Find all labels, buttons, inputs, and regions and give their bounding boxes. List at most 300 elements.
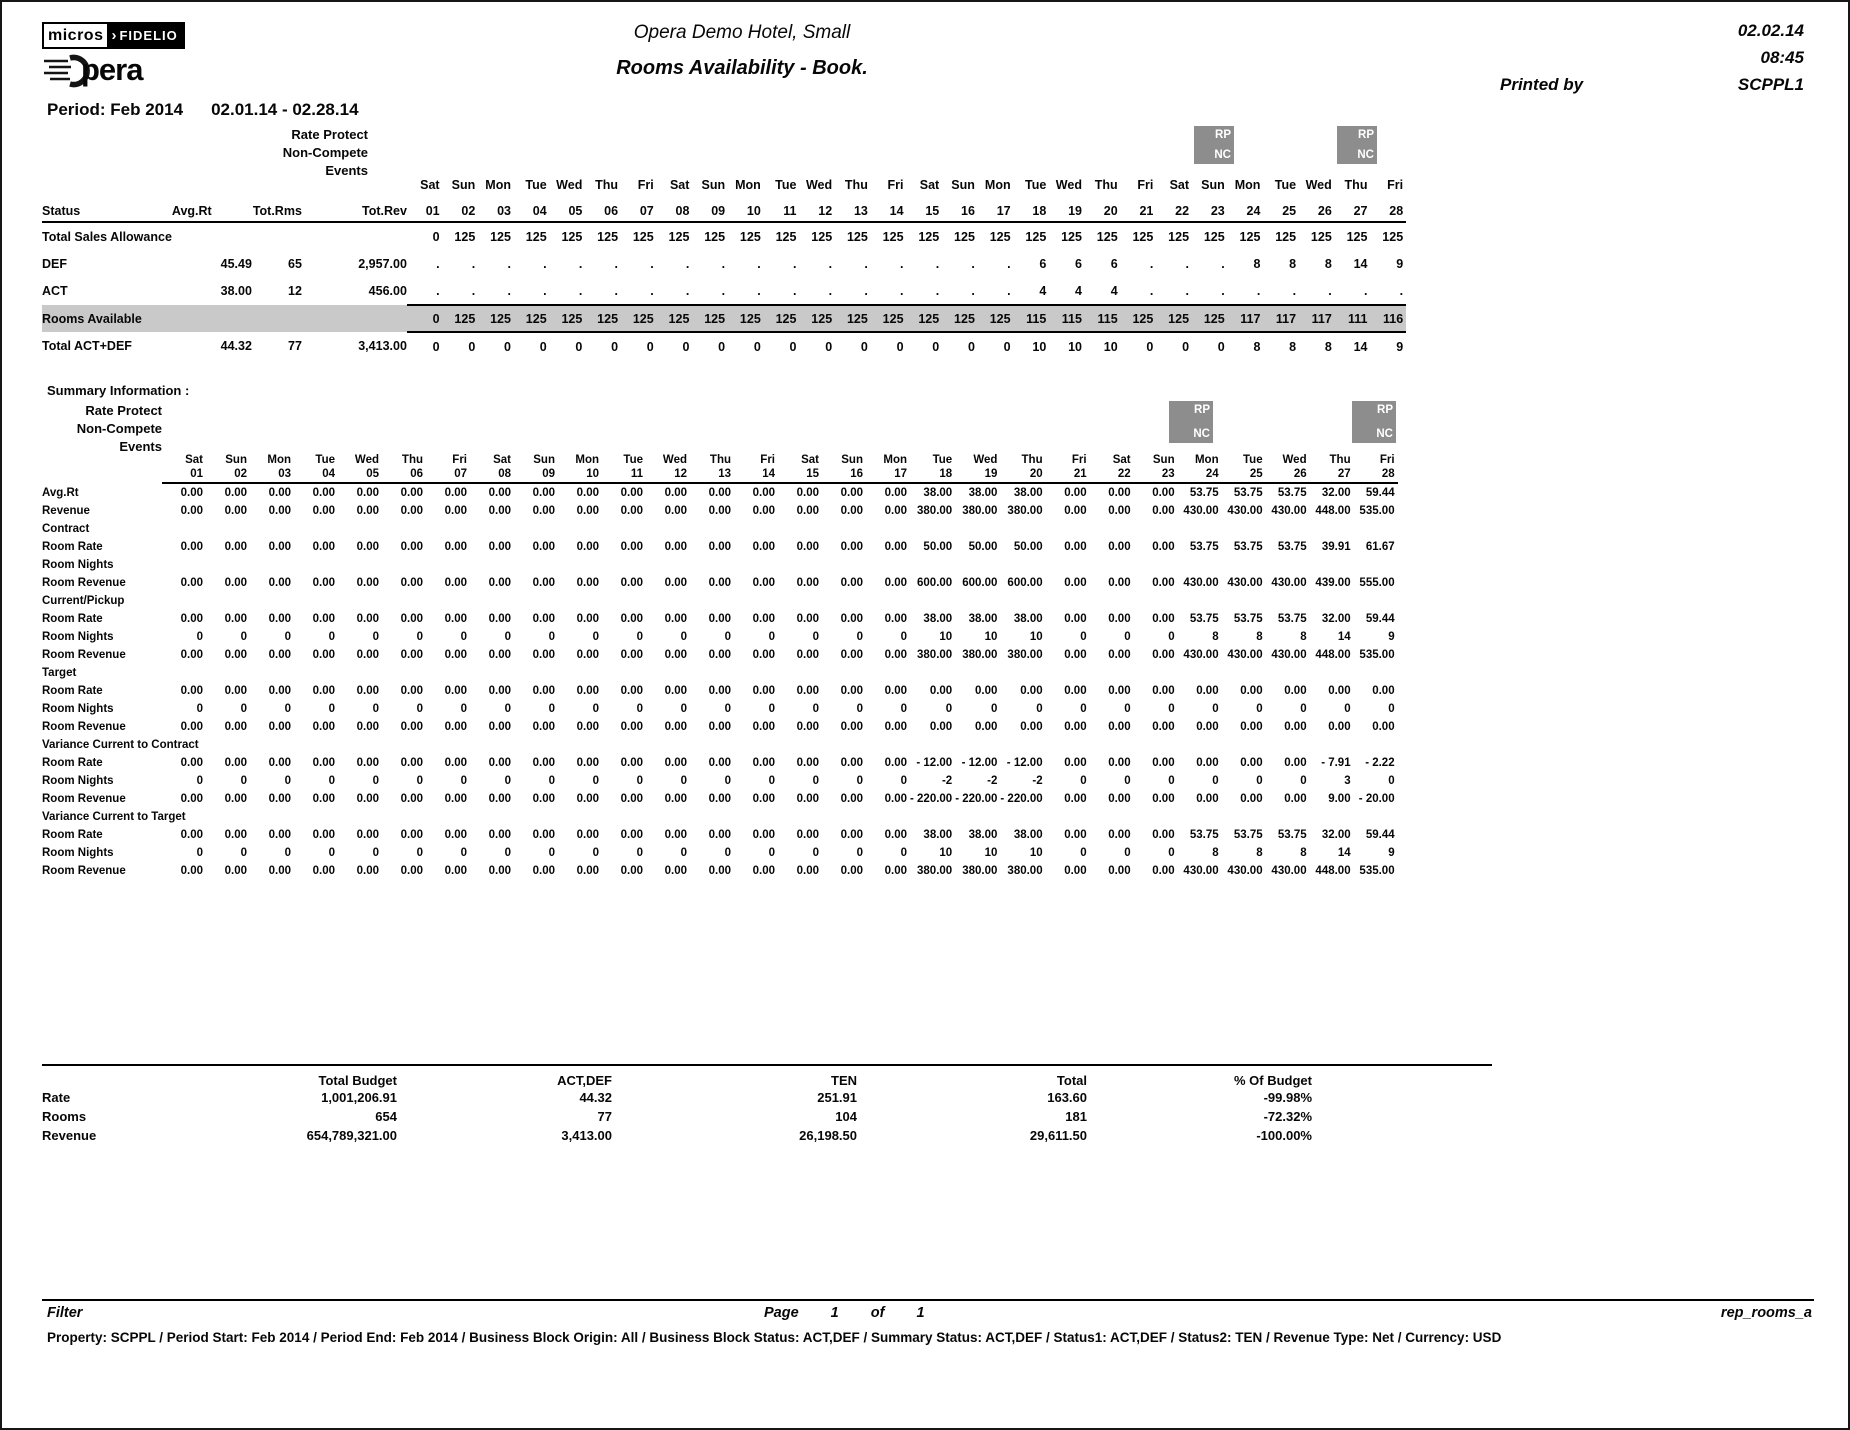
day-value: 0.00 bbox=[576, 721, 599, 733]
day-value: 0 bbox=[646, 339, 654, 354]
day-value: 0.00 bbox=[708, 505, 731, 517]
day-value: . bbox=[543, 256, 547, 271]
day-value: . bbox=[757, 256, 761, 271]
budget-value: 181 bbox=[1065, 1109, 1087, 1124]
day-value: 0.00 bbox=[884, 487, 907, 499]
day-value: 0.00 bbox=[620, 613, 643, 625]
day-value: 0.00 bbox=[488, 613, 511, 625]
day-value: 10 bbox=[984, 847, 998, 859]
day-value bbox=[1266, 556, 1310, 574]
day-value: 430.00 bbox=[1227, 865, 1263, 877]
day-value: 0.00 bbox=[620, 487, 643, 499]
day-value: 0.00 bbox=[840, 505, 863, 517]
budget-value: 251.91 bbox=[817, 1090, 857, 1105]
summary-information-table bbox=[42, 450, 1398, 880]
day-value: 0.00 bbox=[488, 829, 511, 841]
day-value: 0 bbox=[328, 703, 335, 715]
day-value: 125 bbox=[918, 229, 940, 244]
day-value: . bbox=[935, 283, 940, 298]
day-value: 125 bbox=[550, 305, 586, 332]
day-value: 0.00 bbox=[1064, 685, 1087, 697]
summary-row bbox=[42, 844, 1398, 862]
day-value: 0.00 bbox=[796, 721, 819, 733]
day-value bbox=[294, 556, 338, 574]
day-value: 125 bbox=[846, 229, 868, 244]
day-value: . bbox=[543, 283, 547, 298]
day-value bbox=[602, 556, 646, 574]
day-value: 0 bbox=[812, 703, 819, 715]
day-value: . bbox=[436, 283, 440, 298]
day-value: 0.00 bbox=[356, 487, 379, 499]
budget-value: 26,198.50 bbox=[799, 1128, 857, 1143]
day-column-header: Tue 11 bbox=[602, 450, 646, 483]
day-value: 0.00 bbox=[576, 487, 599, 499]
day-value: 125 bbox=[775, 229, 797, 244]
day-value: 9 bbox=[1396, 339, 1404, 354]
day-value: 0 bbox=[945, 703, 953, 715]
day-value bbox=[382, 556, 426, 574]
day-value: 0 bbox=[1344, 703, 1351, 715]
day-column-header: Fri 28 bbox=[1370, 172, 1406, 222]
day-value: 0.00 bbox=[488, 685, 511, 697]
summary-row bbox=[42, 790, 1398, 808]
day-value: 125 bbox=[621, 305, 657, 332]
row-label: ACT bbox=[42, 284, 68, 298]
rp-nc-flag-day28: RP NC bbox=[1337, 126, 1377, 164]
day-value: 0.00 bbox=[356, 721, 379, 733]
day-value: 0.00 bbox=[1152, 577, 1175, 589]
day-column-header: Thu 13 bbox=[835, 172, 871, 222]
day-value: 0 bbox=[724, 631, 731, 643]
budget-summary-table bbox=[42, 1064, 1492, 1145]
day-value: 0.00 bbox=[975, 685, 998, 697]
col-header-status: Status bbox=[42, 172, 172, 222]
day-value: 0.00 bbox=[929, 685, 953, 697]
row-label: Room Nights bbox=[42, 559, 114, 571]
day-value: 0.00 bbox=[180, 649, 203, 661]
day-value: 0.00 bbox=[884, 613, 907, 625]
day-value: 0.00 bbox=[180, 487, 203, 499]
day-value: . bbox=[1292, 283, 1297, 298]
day-value: 0.00 bbox=[840, 649, 863, 661]
day-value: 0 bbox=[240, 703, 247, 715]
day-value: 0.00 bbox=[400, 649, 423, 661]
day-column-header: Wed 12 bbox=[646, 450, 690, 483]
day-value: 0.00 bbox=[180, 577, 203, 589]
day-value: 0.00 bbox=[1064, 487, 1087, 499]
day-value: 53.75 bbox=[1189, 829, 1219, 841]
day-value: 4 bbox=[1039, 283, 1047, 298]
day-value: 0 bbox=[1080, 775, 1087, 787]
day-value: 8 bbox=[1256, 847, 1263, 859]
day-value: 0 bbox=[768, 631, 775, 643]
row-label: Room Nights bbox=[42, 631, 114, 643]
print-meta bbox=[1500, 17, 1804, 98]
day-column-header: Mon 24 bbox=[1228, 172, 1264, 222]
section-label: Variance Current to Target bbox=[42, 811, 186, 823]
budget-row bbox=[42, 1126, 1492, 1145]
budget-value: 44.32 bbox=[579, 1090, 612, 1105]
day-value: 0.00 bbox=[400, 613, 423, 625]
micros-fidelio-logo bbox=[42, 22, 185, 49]
day-value: 8 bbox=[1289, 256, 1297, 271]
day-value: 430.00 bbox=[1227, 505, 1263, 517]
day-value: 0.00 bbox=[1108, 757, 1131, 769]
day-value: 0.00 bbox=[444, 541, 467, 553]
day-value: . bbox=[685, 256, 690, 271]
day-value: 53.75 bbox=[1233, 487, 1263, 499]
day-value: 0.00 bbox=[400, 577, 423, 589]
day-value: 0 bbox=[812, 631, 819, 643]
day-value: 0.00 bbox=[400, 793, 423, 805]
day-value: 0.00 bbox=[884, 865, 907, 877]
day-value: 0 bbox=[592, 631, 599, 643]
day-value: 0.00 bbox=[400, 721, 423, 733]
day-value: 0 bbox=[825, 339, 833, 354]
day-column-header: Sun 16 bbox=[822, 450, 866, 483]
day-value: . bbox=[471, 283, 476, 298]
day-column-header: Sun 02 bbox=[206, 450, 250, 483]
day-value: 0.00 bbox=[312, 577, 335, 589]
day-value: 0 bbox=[416, 847, 423, 859]
footer-row bbox=[42, 1305, 1814, 1325]
day-value: 0 bbox=[592, 847, 599, 859]
col-header-tot-rms: Tot.Rms bbox=[252, 172, 302, 222]
day-value: 0.00 bbox=[224, 613, 247, 625]
day-value: 53.75 bbox=[1277, 541, 1307, 553]
day-value: 0.00 bbox=[1240, 721, 1263, 733]
day-value: 0 bbox=[504, 775, 511, 787]
day-value: 0.00 bbox=[268, 793, 291, 805]
day-value: 117 bbox=[1263, 305, 1299, 332]
day-column-header: Tue 25 bbox=[1222, 450, 1266, 483]
day-value: 0.00 bbox=[576, 505, 599, 517]
section-label: Variance Current to Contract bbox=[42, 739, 199, 751]
day-value: 50.00 bbox=[923, 541, 953, 553]
micros-logo-text: micros bbox=[42, 22, 109, 49]
day-value: 0.00 bbox=[708, 487, 731, 499]
day-value: 0.00 bbox=[620, 757, 643, 769]
summary-row bbox=[42, 700, 1398, 718]
page-indicator bbox=[764, 1305, 925, 1321]
day-value: 0 bbox=[240, 631, 247, 643]
day-value: 125 bbox=[1346, 229, 1368, 244]
filter-label: Filter bbox=[47, 1305, 83, 1321]
day-value: 0.00 bbox=[312, 721, 335, 733]
legend-rate-protect: Rate Protect bbox=[291, 127, 368, 142]
day-value: 0.00 bbox=[1108, 685, 1131, 697]
day-value: 9 bbox=[1396, 256, 1404, 271]
budget-value: -72.32% bbox=[1263, 1109, 1312, 1124]
day-value: 0.00 bbox=[1152, 685, 1175, 697]
day-value: 0 bbox=[328, 775, 335, 787]
day-value: 0.00 bbox=[664, 505, 687, 517]
day-value: 0.00 bbox=[576, 757, 599, 769]
day-value: 0 bbox=[1212, 703, 1219, 715]
day-value: 0.00 bbox=[532, 613, 555, 625]
budget-value: 3,413.00 bbox=[561, 1128, 612, 1143]
day-value: 0.00 bbox=[752, 613, 775, 625]
legend-rate-protect: Rate Protect bbox=[85, 403, 162, 418]
availability-row: ACT 38.00 12 456.00 . . . . . . . . . . . . . . . . . 4 4 4 . . . . . . . . bbox=[42, 277, 1406, 305]
day-column-header: Mon 10 bbox=[558, 450, 602, 483]
day-value: 0.00 bbox=[796, 829, 819, 841]
day-value: 0.00 bbox=[1064, 829, 1087, 841]
day-value: 535.00 bbox=[1359, 505, 1395, 517]
day-value: 0.00 bbox=[268, 577, 291, 589]
day-value: . bbox=[1185, 283, 1190, 298]
day-value: 50.00 bbox=[1013, 541, 1043, 553]
day-value: 0.00 bbox=[708, 541, 731, 553]
day-value: 0 bbox=[768, 847, 775, 859]
day-value: 0 bbox=[592, 703, 599, 715]
day-value: 380.00 bbox=[917, 865, 953, 877]
day-value: 0 bbox=[432, 229, 440, 244]
day-value: 10 bbox=[1068, 339, 1082, 354]
day-value: 0.00 bbox=[1108, 505, 1131, 517]
day-value: 53.75 bbox=[1189, 541, 1219, 553]
day-value: 0.00 bbox=[532, 505, 555, 517]
day-value: 0.00 bbox=[840, 577, 863, 589]
day-value: 0 bbox=[284, 631, 291, 643]
printed-by-value: SCPPL1 bbox=[1737, 75, 1804, 94]
day-column-header: Wed 05 bbox=[338, 450, 382, 483]
day-value: 0.00 bbox=[752, 721, 775, 733]
day-column-header: Fri 21 bbox=[1046, 450, 1090, 483]
filter-detail: Property: SCPPL / Period Start: Feb 2014 / Period End: Feb 2014 / Business Block Origin: All / Business Block Status: ACT,DEF / Summary Status: ACT,DEF / Status1: ACT,DEF / Status2: TEN / Revenue Type: Net / Currency: USD bbox=[47, 1330, 1502, 1345]
day-value: 0 bbox=[504, 847, 511, 859]
section-label: Current/Pickup bbox=[42, 595, 125, 607]
day-value: 0 bbox=[812, 847, 819, 859]
day-value: 0 bbox=[1080, 703, 1087, 715]
day-value: 380.00 bbox=[1007, 649, 1043, 661]
legend-events: Events bbox=[325, 163, 368, 178]
day-value: 14 bbox=[1353, 339, 1368, 354]
day-value: 0 bbox=[900, 703, 907, 715]
day-column-header: Sat 08 bbox=[657, 172, 693, 222]
day-value: 3 bbox=[1344, 775, 1351, 787]
day-value: 0.00 bbox=[224, 829, 247, 841]
day-value: 10 bbox=[939, 631, 953, 643]
day-value: 0.00 bbox=[488, 865, 511, 877]
day-value: 0.00 bbox=[268, 487, 291, 499]
day-column-header: Tue 11 bbox=[764, 172, 800, 222]
day-value: 10 bbox=[1032, 339, 1047, 354]
day-value: . bbox=[1185, 256, 1190, 271]
day-value: 0.00 bbox=[752, 505, 775, 517]
summary-row bbox=[42, 826, 1398, 844]
day-value: 0 bbox=[724, 775, 731, 787]
budget-value: -99.98% bbox=[1263, 1090, 1312, 1105]
day-value: 0.00 bbox=[664, 793, 687, 805]
day-value: 32.00 bbox=[1321, 829, 1351, 841]
summary-row bbox=[42, 718, 1398, 736]
day-value: 0 bbox=[900, 631, 907, 643]
day-value: 535.00 bbox=[1359, 865, 1395, 877]
day-value: 125 bbox=[561, 229, 583, 244]
day-value: 0 bbox=[1168, 775, 1175, 787]
day-value: . bbox=[1328, 283, 1332, 298]
day-column-header: Mon 10 bbox=[728, 172, 764, 222]
day-value: 0.00 bbox=[664, 757, 687, 769]
day-value: 0.00 bbox=[312, 685, 335, 697]
day-value bbox=[206, 556, 250, 574]
day-value: 125 bbox=[597, 229, 619, 244]
day-value: 116 bbox=[1370, 305, 1406, 332]
day-value: 0.00 bbox=[444, 487, 467, 499]
day-value: . bbox=[578, 283, 583, 298]
day-value: 0.00 bbox=[400, 541, 423, 553]
day-value: 0.00 bbox=[1108, 793, 1131, 805]
day-value: 0 bbox=[284, 703, 291, 715]
day-value: 0 bbox=[856, 847, 863, 859]
day-value: 0 bbox=[328, 847, 335, 859]
day-value: . bbox=[1221, 283, 1225, 298]
day-value: 125 bbox=[443, 305, 479, 332]
day-value: 0 bbox=[856, 631, 863, 643]
day-value: 0 bbox=[1300, 703, 1307, 715]
day-value: 380.00 bbox=[962, 505, 998, 517]
day-value: 53.75 bbox=[1233, 829, 1263, 841]
day-value: 0.00 bbox=[312, 505, 335, 517]
day-value: 0 bbox=[196, 847, 203, 859]
printed-by-label: Printed by bbox=[1500, 75, 1584, 94]
day-value: 0.00 bbox=[400, 685, 423, 697]
budget-column-header: Total bbox=[1056, 1073, 1087, 1088]
day-value: 0.00 bbox=[312, 865, 335, 877]
day-value: 6 bbox=[1075, 256, 1082, 271]
rp-nc-flag-day28: RP NC bbox=[1352, 401, 1396, 443]
day-column-header: Tue 25 bbox=[1263, 172, 1299, 222]
day-value: 0.00 bbox=[884, 577, 907, 589]
day-value bbox=[1354, 556, 1398, 574]
day-value: 0.00 bbox=[444, 505, 467, 517]
day-value: 0.00 bbox=[664, 829, 687, 841]
day-value: 0 bbox=[1080, 631, 1087, 643]
day-value: 59.44 bbox=[1365, 613, 1395, 625]
day-value: . bbox=[650, 256, 654, 271]
day-value: 125 bbox=[704, 229, 726, 244]
day-value: 0 bbox=[932, 339, 940, 354]
day-column-header: Tue 04 bbox=[514, 172, 550, 222]
day-value: 0 bbox=[991, 703, 998, 715]
day-value: 0.00 bbox=[488, 793, 511, 805]
summary-section-row bbox=[42, 664, 1398, 682]
day-value: 0 bbox=[416, 703, 423, 715]
day-value: 0.00 bbox=[180, 505, 203, 517]
day-value: 0.00 bbox=[620, 721, 643, 733]
day-value: 53.75 bbox=[1233, 541, 1263, 553]
day-value: 0 bbox=[789, 339, 797, 354]
day-value: 0.00 bbox=[884, 649, 907, 661]
page-total: 1 bbox=[916, 1305, 925, 1321]
day-value: 59.44 bbox=[1365, 829, 1395, 841]
day-value: 0.00 bbox=[1152, 865, 1175, 877]
day-value: 0.00 bbox=[444, 865, 467, 877]
day-value: . bbox=[1007, 256, 1011, 271]
day-value: 38.00 bbox=[968, 613, 998, 625]
day-value: 0 bbox=[611, 339, 619, 354]
day-value: 0 bbox=[1388, 775, 1395, 787]
day-column-header: Fri 07 bbox=[426, 450, 470, 483]
summary-header-row bbox=[42, 450, 1398, 483]
day-value: . bbox=[935, 256, 940, 271]
day-column-header: Fri 21 bbox=[1121, 172, 1157, 222]
day-value: 0 bbox=[284, 847, 291, 859]
day-value: 0.00 bbox=[1064, 649, 1087, 661]
day-value: 0.00 bbox=[840, 613, 863, 625]
day-value: 430.00 bbox=[1227, 649, 1263, 661]
day-value: 0 bbox=[372, 847, 379, 859]
day-value: 0.00 bbox=[620, 577, 643, 589]
day-column-header: Sun 23 bbox=[1192, 172, 1228, 222]
day-value: 0.00 bbox=[1108, 487, 1131, 499]
print-date: 02.02.14 bbox=[1737, 21, 1804, 40]
day-column-header: Thu 06 bbox=[382, 450, 426, 483]
day-value: 0.00 bbox=[840, 793, 863, 805]
day-value: -2 bbox=[1032, 775, 1043, 787]
day-value: 0.00 bbox=[708, 577, 731, 589]
day-column-header: Mon 03 bbox=[250, 450, 294, 483]
day-value: 0.00 bbox=[488, 487, 511, 499]
day-value: 0.00 bbox=[268, 649, 291, 661]
row-label: Rooms Available bbox=[42, 305, 172, 332]
day-value: 0 bbox=[682, 339, 690, 354]
row-label: Avg.Rt bbox=[42, 486, 79, 499]
day-value: 0 bbox=[1182, 339, 1190, 354]
budget-value: 654 bbox=[375, 1109, 397, 1124]
day-value: 125 bbox=[1310, 229, 1332, 244]
day-column-header: Wed 12 bbox=[799, 172, 835, 222]
day-value: 125 bbox=[514, 305, 550, 332]
day-value: 0.00 bbox=[840, 541, 863, 553]
report-file-name: rep_rooms_a bbox=[1720, 1305, 1812, 1321]
day-value: 0.00 bbox=[752, 541, 775, 553]
day-value: 0.00 bbox=[1284, 685, 1307, 697]
day-value: 0.00 bbox=[356, 505, 379, 517]
day-column-header: Sun 09 bbox=[514, 450, 558, 483]
legend-non-compete: Non-Compete bbox=[76, 421, 162, 436]
day-value bbox=[1046, 556, 1090, 574]
day-value: 430.00 bbox=[1183, 865, 1219, 877]
day-value: . bbox=[436, 256, 440, 271]
day-value: 0 bbox=[768, 775, 775, 787]
day-value: 0.00 bbox=[268, 757, 291, 769]
day-column-header: Thu 13 bbox=[690, 450, 734, 483]
day-value: 0.00 bbox=[444, 613, 467, 625]
day-value: 0 bbox=[680, 775, 687, 787]
day-value: 0.00 bbox=[268, 505, 291, 517]
day-value: 0.00 bbox=[400, 487, 423, 499]
day-value: 0.00 bbox=[796, 613, 819, 625]
day-value: 10 bbox=[984, 631, 998, 643]
day-value bbox=[690, 556, 734, 574]
day-value: - 12.00 bbox=[961, 757, 998, 769]
day-value: 0.00 bbox=[268, 613, 291, 625]
day-value: 0.00 bbox=[1240, 793, 1263, 805]
day-value: 125 bbox=[942, 305, 978, 332]
day-value: 0 bbox=[860, 339, 868, 354]
row-label: Room Rate bbox=[42, 829, 103, 841]
day-column-header: Sat 08 bbox=[470, 450, 514, 483]
day-value: 0.00 bbox=[312, 757, 335, 769]
day-value: 0.00 bbox=[1152, 613, 1175, 625]
day-value: 8 bbox=[1300, 631, 1307, 643]
day-value: 0 bbox=[680, 631, 687, 643]
day-value: 0.00 bbox=[1372, 721, 1395, 733]
day-value: 14 bbox=[1337, 847, 1351, 859]
hotel-name: Opera Demo Hotel, Small bbox=[633, 22, 851, 43]
